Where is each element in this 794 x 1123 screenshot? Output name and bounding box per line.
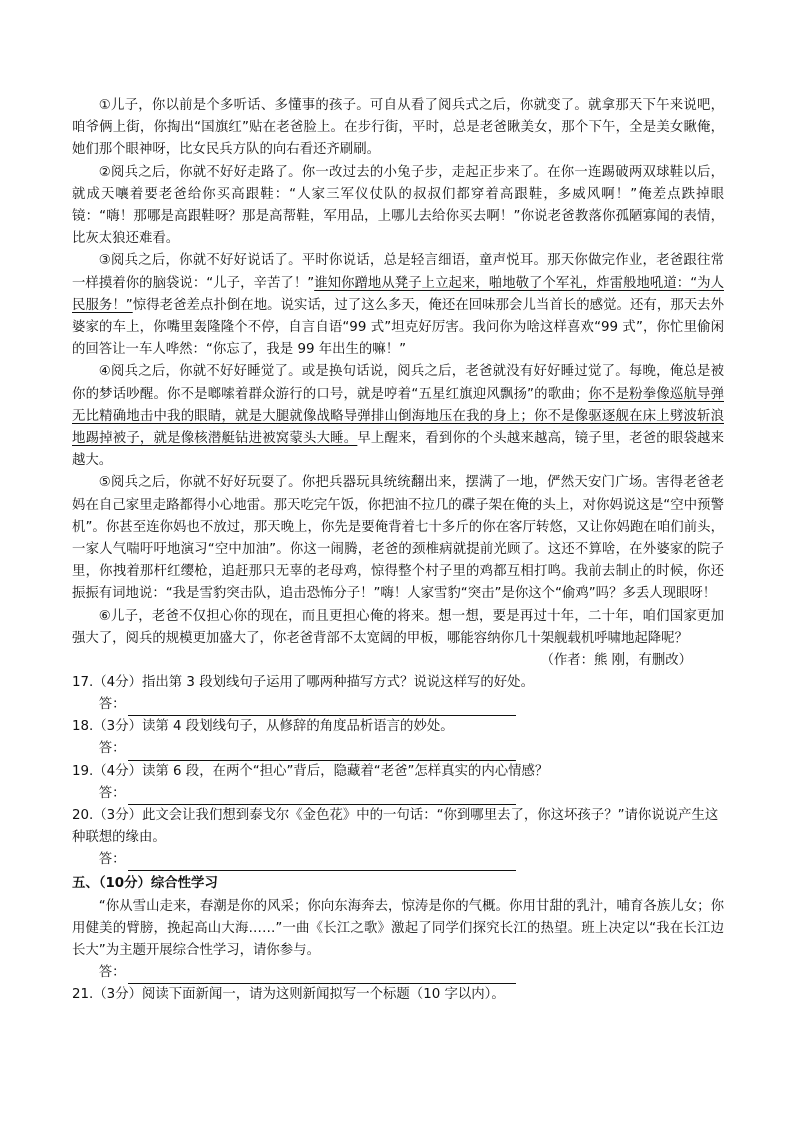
passage-paragraph-5: ⑤阅兵之后，你就不好好玩耍了。你把兵器玩具统统翻出来，摆满了一地，俨然天安门广场。害得老爸老妈在自己家里走路都得小心地雷。那天吃完午饭，你把油不拉几的碟子架在俺的头上，对你妈说这是“空中预警机”。你甚至连你妈也不放过，那天晚上，你先是要俺背着七十多斤的你在客厅转悠，又让你妈跑在咱们前头，一家人气喘吁吁地演习“空中加油”。你这一闹腾，老爸的颈椎病就提前光顾了。这还不算啥，在外婆家的院子里，你拽着那杆红缨枪，追赶那只无辜的老母鸡，惊得整个村子里的鸡都互相打鸣。我前去制止的时候，你还振振有词地说：“我是雪豹突击队，追击恐怖分子！”嗨！人家雪豹“突击”是你这个“偷鸡”吗？多丢人现眼呀！ xyxy=(72,475,724,602)
passage-paragraph-6: ⑥儿子，老爸不仅担心你的现在，而且更担心俺的将来。想一想，要是再过十年，二十年，咱们国家更加强大了，阅兵的规模更加盛大了，你老爸背部不太宽阔的甲板，哪能容纳你几十架舰载机呼啸地起降呢？ xyxy=(72,608,724,646)
section-5-title: 五、（10分）综合性学习 xyxy=(72,876,218,892)
question-19: 19.（4分）读第 6 段，在两个“担心”背后，隐藏着“老爸”怎样真实的内心情感？ xyxy=(72,763,549,779)
passage-paragraph-1: ①儿子，你以前是个多听话、多懂事的孩子。可自从看了阅兵式之后，你就变了。就拿那天下午来说吧，咱爷俩上街，你掏出“国旗红”贴在老爸脸上。在步行街，平时，总是老爸瞅美女，那个下午，全是美女瞅俺，她们那个眼神呀，比女民兵方队的向右看还齐刷刷。 xyxy=(72,98,724,158)
paragraph-3-text-a: ③阅兵之后，你就不好好说话了。平时你说话，总是轻言细语，童声悦耳。那天你做完作业，老爸跟往常一样摸着你的脑袋说：“儿子，辛苦了！” xyxy=(72,253,724,291)
paragraph-4-text-b: 早上醒来，看到你的个头越来越高，镜子里，老爸的眼袋越来越大。 xyxy=(72,431,725,469)
exam-page xyxy=(72,95,724,1006)
author-credit: （作者：熊 刚，有删改） xyxy=(540,653,692,669)
answer-line[interactable] xyxy=(128,699,516,716)
answer-line[interactable] xyxy=(128,854,516,871)
answer-label: 答： xyxy=(98,741,126,757)
passage-paragraph-2: ②阅兵之后，你就不好好走路了。你一改过去的小兔子步，走起正步来了。在你一连踢破两双球鞋以后，就成天嚷着要老爸给你买高跟鞋：“人家三军仪仗队的叔叔们都穿着高跟鞋，多威风啊！”俺差点跌掉眼镜：“嗨！那哪是高跟鞋呀？那是高帮鞋，军用品，上哪儿去给你买去啊！”你说老爸教落你孤陋寡闻的表情，比灰太狼还难看。 xyxy=(72,164,724,247)
answer-label: 答： xyxy=(98,852,126,868)
question-17: 17.（4分）指出第 3 段划线句子运用了哪两种描写方式？说说这样写的好处。 xyxy=(72,675,534,691)
question-20: 20.（3分）此文会让我们想到泰戈尔《金色花》中的一句话：“你到哪里去了，你这坏孩子？”请你说说产生这种联想的缘由。 xyxy=(72,807,719,846)
paragraph-4-underlined-sentence: 你不是粉拳像巡航导弹无比精确地击中我的眼睛，就是大腿就像战略导弹排山倒海地压在我的身上；你不是像驱逐舰在床上劈波斩浪地踢掉被子，就是像核潜艇钻进被窝蒙头大睡。 xyxy=(72,386,724,447)
answer-label: 答： xyxy=(98,785,126,801)
section-5-intro: “你从雪山走来，春潮是你的风采；你向东海奔去，惊涛是你的气概。你用甘甜的乳汁，哺育各族儿女；你用健美的臂膀，挽起高山大海……”一曲《长江之歌》激起了同学们探究长江的热望。班上决定以“我在长江边长大”为主题开展综合性学习，请你参与。 xyxy=(72,898,724,958)
passage-paragraph-4 xyxy=(72,361,724,472)
answer-20 xyxy=(72,849,724,871)
answer-18 xyxy=(72,739,724,761)
paragraph-3-text-b: 惊得老爸差点扑倒在地。说实话，过了这么多天，俺还在回味那会儿当首长的感觉。还有，那天去外婆家的车上，你嘴里轰隆隆个不停，自言自语“99 式”坦克好厉害。我问你为啥这样喜欢“99 式”，你忙里偷闲的回答让一车人哗然：“你忘了，我是 99 年出生的嘛！” xyxy=(72,297,725,358)
answer-section-5 xyxy=(72,962,724,984)
answer-line[interactable] xyxy=(128,788,516,805)
passage-paragraph-3 xyxy=(72,250,724,361)
answer-line[interactable] xyxy=(128,744,516,761)
paragraph-4-text-a: ④阅兵之后，你就不好好睡觉了。或是换句话说，阅兵之后，老爸就没有好好睡过觉了。每晚，俺总是被你的梦话吵醒。你不是啷嗦着群众游行的口号，就是哼着“五星红旗迎风飘扬”的歌曲； xyxy=(72,364,724,402)
answer-line[interactable] xyxy=(128,967,516,984)
answer-17 xyxy=(72,694,724,716)
answer-19 xyxy=(72,783,724,805)
paragraph-3-underlined-sentence: 谁知你蹭地从凳子上立起来，啪地敬了个军礼，炸雷般地吼道：“为人民服务！” xyxy=(72,275,724,313)
answer-label: 答： xyxy=(98,964,126,980)
question-18: 18.（3分）读第 4 段划线句子，从修辞的角度品析语言的妙处。 xyxy=(72,719,454,735)
answer-label: 答： xyxy=(98,697,126,713)
question-21: 21.（3分）阅读下面新闻一，请为这则新闻拟写一个标题（10 字以内）。 xyxy=(72,987,505,1003)
